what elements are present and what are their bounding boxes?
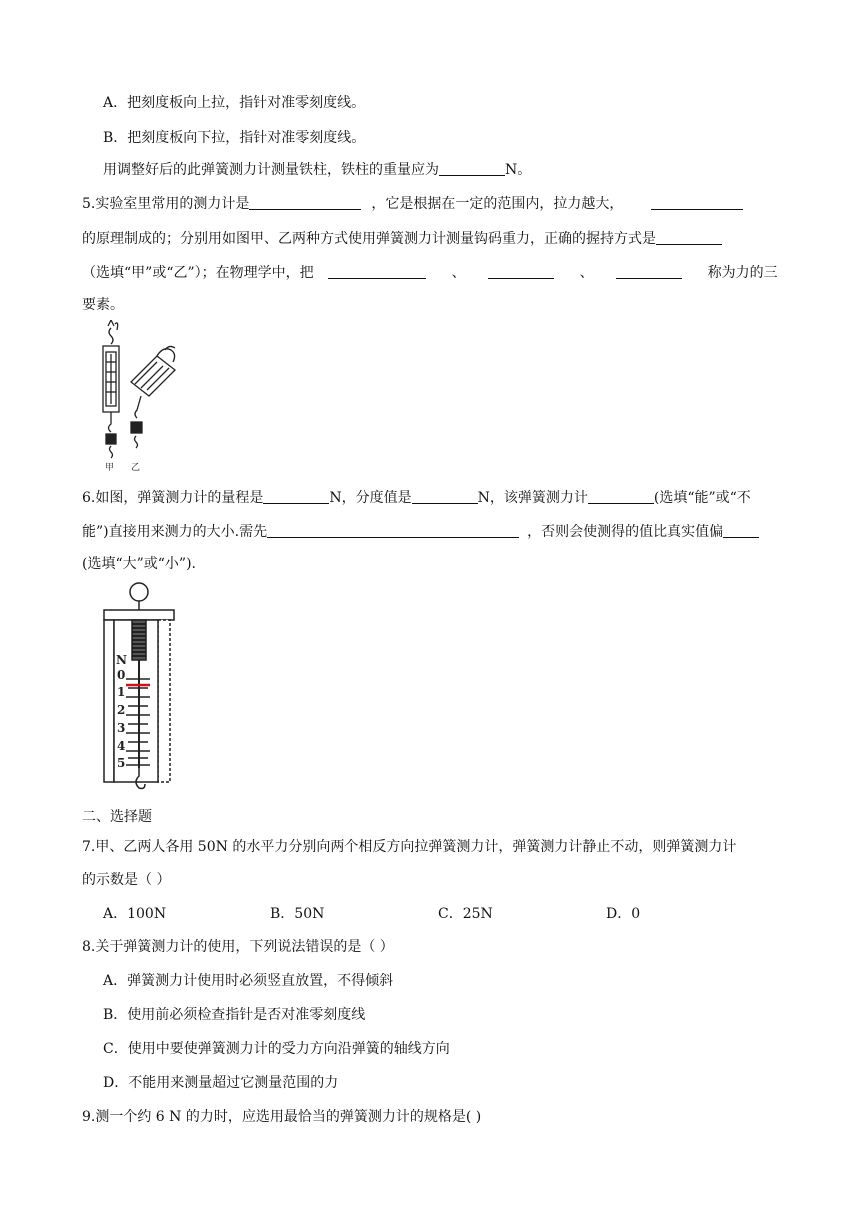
- q5-line-3: [82, 262, 778, 282]
- q5-sep-1: 、: [451, 265, 466, 281]
- tick-label-4: 4: [117, 739, 126, 753]
- q4-stem: [103, 159, 531, 179]
- hook-top-jia: [109, 328, 113, 344]
- q4-unit: N。: [505, 162, 532, 178]
- q7-stem-line-2: 的示数是（ ）: [82, 872, 171, 888]
- q8-option-c[interactable]: C．使用中要使弹簧测力计的受力方向沿弹簧的轴线方向: [103, 1041, 450, 1057]
- hook-bottom-yi: [135, 396, 141, 418]
- label-jia: 甲: [105, 463, 115, 472]
- q8-option-b[interactable]: B．使用前必须检查指针是否对准零刻度线: [103, 1007, 366, 1023]
- q6-blank-division[interactable]: [412, 489, 478, 504]
- top-plate: [104, 610, 174, 620]
- q8-option-d[interactable]: D．不能用来测量超过它测量范围的力: [103, 1075, 339, 1091]
- q5-blank-4[interactable]: [328, 264, 426, 279]
- q5-blank-5[interactable]: [488, 264, 554, 279]
- tick-label-3: 3: [117, 721, 126, 735]
- weight-yi: [131, 422, 142, 433]
- hand-jia-icon: [108, 320, 118, 330]
- q7-stem-line-1: 7.甲、乙两人各用 50N 的水平力分别向两个相反方向拉弹簧测力计，弹簧测力计静止不动，则弹簧测力计: [82, 839, 737, 855]
- q8-option-a[interactable]: A．弹簧测力计使用时必须竖直放置，不得倾斜: [103, 973, 394, 989]
- label-yi: 乙: [131, 463, 141, 472]
- q9-stem: 9.测一个约 6 N 的力时，应选用最恰当的弹簧测力计的规格是( ): [82, 1109, 482, 1125]
- tick-label-2: 2: [117, 703, 126, 717]
- q5-blank-3[interactable]: [656, 230, 722, 245]
- ring-icon: [130, 583, 148, 601]
- tick-label-0: 0: [117, 668, 126, 682]
- q6-text-4: (选填“能”或“不: [653, 490, 751, 506]
- section-title: 二、选择题: [82, 809, 152, 825]
- q5-text-3: 的原理制成的；分别用如图甲、乙两种方式使用弹簧测力计测量钩码重力，正确的握持方式是: [82, 231, 656, 247]
- q7-option-d[interactable]: D．0: [606, 906, 641, 922]
- q5-text-1: 5.实验室里常用的测力计是: [82, 196, 250, 212]
- q5-sep-2: 、: [579, 265, 594, 281]
- q7-option-a[interactable]: A．100N: [103, 906, 167, 922]
- q6-text-2: N，分度值是: [329, 490, 412, 506]
- q6-blank-range[interactable]: [263, 489, 329, 504]
- q5-figure: [95, 320, 185, 472]
- q4-stem-text: 用调整好后的此弹簧测力计测量铁柱，铁柱的重量应为: [103, 162, 439, 178]
- hand-yi-icon: [157, 349, 175, 362]
- q6-text-6: ，否则会使测得的值比真实值偏: [527, 524, 724, 540]
- q5-blank-1[interactable]: [249, 195, 361, 210]
- q6-text-3: N，该弹簧测力计: [477, 490, 588, 506]
- q5-blank-2[interactable]: [651, 195, 743, 210]
- q6-line-1: [82, 487, 751, 507]
- tick-label-1: 1: [117, 685, 126, 699]
- q5-text-5: 称为力的三: [707, 265, 778, 281]
- q4-option-b: B．把刻度板向下拉，指针对准零刻度线。: [103, 130, 366, 146]
- q5-line-2: [82, 228, 722, 248]
- q5-text-2: ，它是根据在一定的范围内，拉力越大，: [371, 196, 624, 212]
- weight-jia: [106, 434, 116, 444]
- q6-spring-scale-figure: [98, 580, 178, 802]
- q8-stem: 8.关于弹簧测力计的使用，下列说法错误的是（ ）: [82, 939, 394, 955]
- q6-line-3: (选填“大”或“小”).: [82, 556, 197, 572]
- hook-bottom-jia: [109, 412, 112, 432]
- q6-text-1: 6.如图，弹簧测力计的量程是: [82, 490, 264, 506]
- q4-blank[interactable]: [439, 161, 505, 176]
- q6-line-2: [82, 521, 759, 541]
- q6-blank-can[interactable]: [588, 489, 654, 504]
- q5-blank-6[interactable]: [616, 264, 682, 279]
- tick-label-5: 5: [117, 756, 126, 770]
- q7-option-b[interactable]: B．50N: [270, 906, 325, 922]
- unit-label: N: [116, 653, 127, 667]
- q6-text-5: 能”)直接用来测力的大小.需先: [82, 524, 268, 540]
- q6-blank-bias[interactable]: [723, 523, 759, 538]
- q6-blank-first[interactable]: [267, 523, 519, 538]
- q5-text-4: （选填“甲”或“乙”）；在物理学中，把: [82, 265, 314, 281]
- q5-line-1: [82, 193, 743, 213]
- q4-option-a: A．把刻度板向上拉，指针对准零刻度线。: [103, 95, 366, 111]
- q7-option-c[interactable]: C．25N: [438, 906, 493, 922]
- q5-line-4: 要素。: [82, 297, 124, 313]
